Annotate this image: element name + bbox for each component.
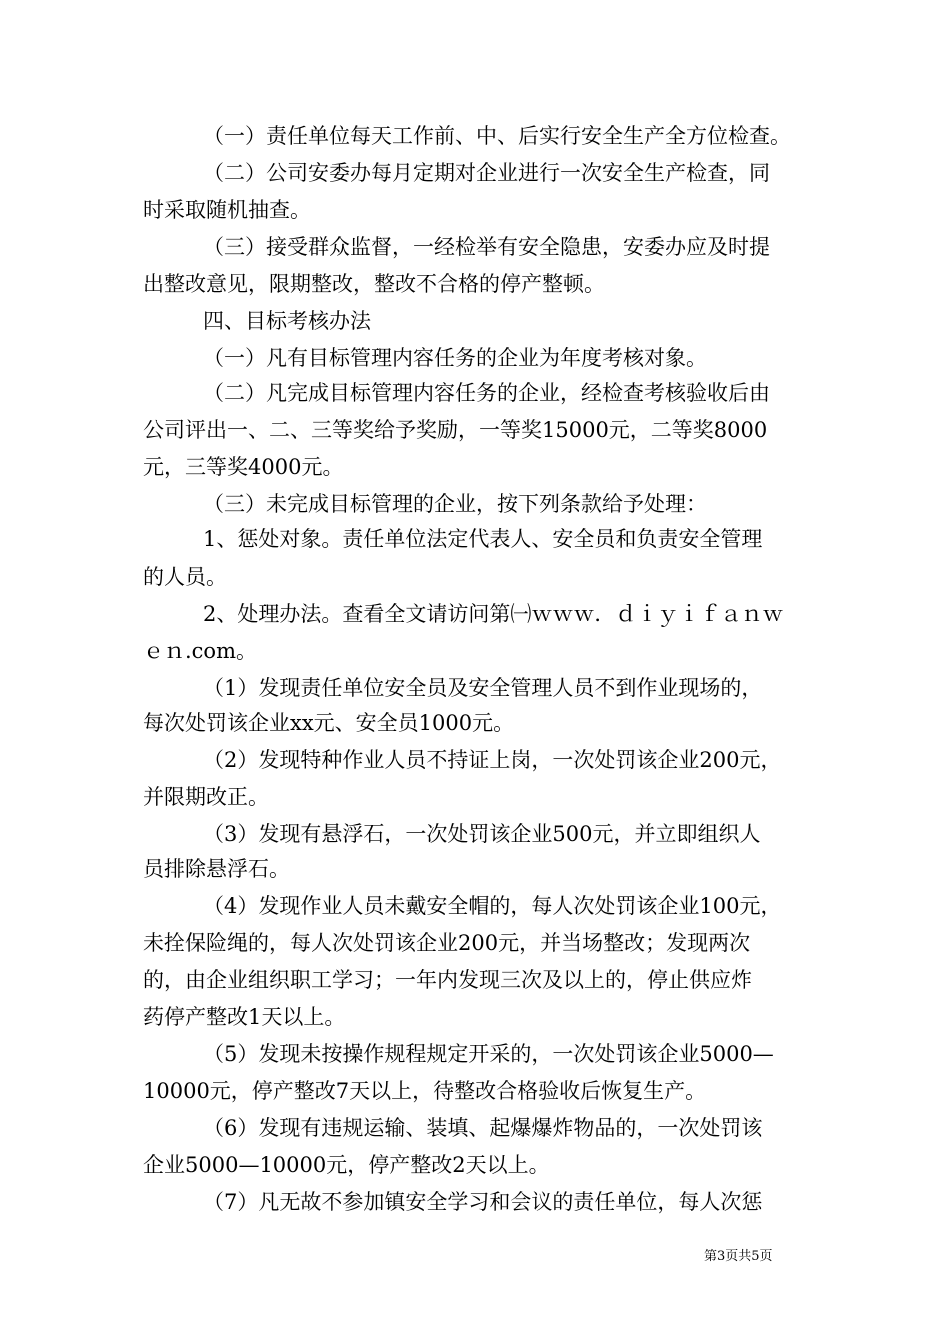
text-line: （5）发现未按操作规程规定开采的，一次处罚该企业5000— xyxy=(203,1042,774,1066)
text-line: 药停产整改1天以上。 xyxy=(143,1005,346,1029)
text-line: 并限期改正。 xyxy=(143,785,269,809)
text-line: （6）发现有违规运输、装填、起爆爆炸物品的，一次处罚该 xyxy=(203,1116,763,1140)
text-line: ｅｎ.com。 xyxy=(143,639,257,663)
text-line: 时采取随机抽查。 xyxy=(143,198,311,222)
text-line: 元，三等奖4000元。 xyxy=(143,455,344,479)
text-line: 未拴保险绳的，每人次处罚该企业200元，并当场整改；发现两次 xyxy=(143,931,751,955)
text-line: （二）凡完成目标管理内容任务的企业，经检查考核验收后由 xyxy=(203,381,770,405)
text-line: （4）发现作业人员未戴安全帽的，每人次处罚该企业100元， xyxy=(203,894,782,918)
text-line: （1）发现责任单位安全员及安全管理人员不到作业现场的， xyxy=(203,676,763,700)
text-line: （7）凡无故不参加镇安全学习和会议的责任单位，每人次惩 xyxy=(203,1190,763,1214)
page-number: 第3页共5页 xyxy=(704,1249,773,1264)
text-line: 出整改意见，限期整改，整改不合格的停产整顿。 xyxy=(143,272,605,296)
section-heading: 四、目标考核办法 xyxy=(203,309,371,333)
text-line: （一）凡有目标管理内容任务的企业为年度考核对象。 xyxy=(203,346,707,370)
text-line: （3）发现有悬浮石，一次处罚该企业500元，并立即组织人 xyxy=(203,822,761,846)
text-line: 员排除悬浮石。 xyxy=(143,857,290,881)
text-line: 2、处理办法。查看全文请访问第㈠ｗｗｗ．ｄｉｙｉｆａｎｗ xyxy=(203,602,784,626)
text-line: （三）接受群众监督，一经检举有安全隐患，安委办应及时提 xyxy=(203,235,770,259)
text-line: 每次处罚该企业xx元、安全员1000元。 xyxy=(143,711,515,735)
text-line: 的，由企业组织职工学习；一年内发现三次及以上的，停止供应炸 xyxy=(143,968,752,992)
text-line: 1、惩处对象。责任单位法定代表人、安全员和负责安全管理 xyxy=(203,527,763,551)
text-line: 公司评出一、二、三等奖给予奖励，一等奖15000元，二等奖8000 xyxy=(143,418,768,442)
text-line: （2）发现特种作业人员不持证上岗，一次处罚该企业200元， xyxy=(203,748,782,772)
text-line: 的人员。 xyxy=(143,565,227,589)
text-line: （一）责任单位每天工作前、中、后实行安全生产全方位检查。 xyxy=(203,124,791,148)
text-line: 10000元，停产整改7天以上，待整改合格验收后恢复生产。 xyxy=(143,1079,707,1103)
text-line: 企业5000—10000元，停产整改2天以上。 xyxy=(143,1153,550,1177)
text-line: （三）未完成目标管理的企业，按下列条款给予处理： xyxy=(203,492,707,516)
text-line: （二）公司安委办每月定期对企业进行一次安全生产检查，同 xyxy=(203,161,770,185)
